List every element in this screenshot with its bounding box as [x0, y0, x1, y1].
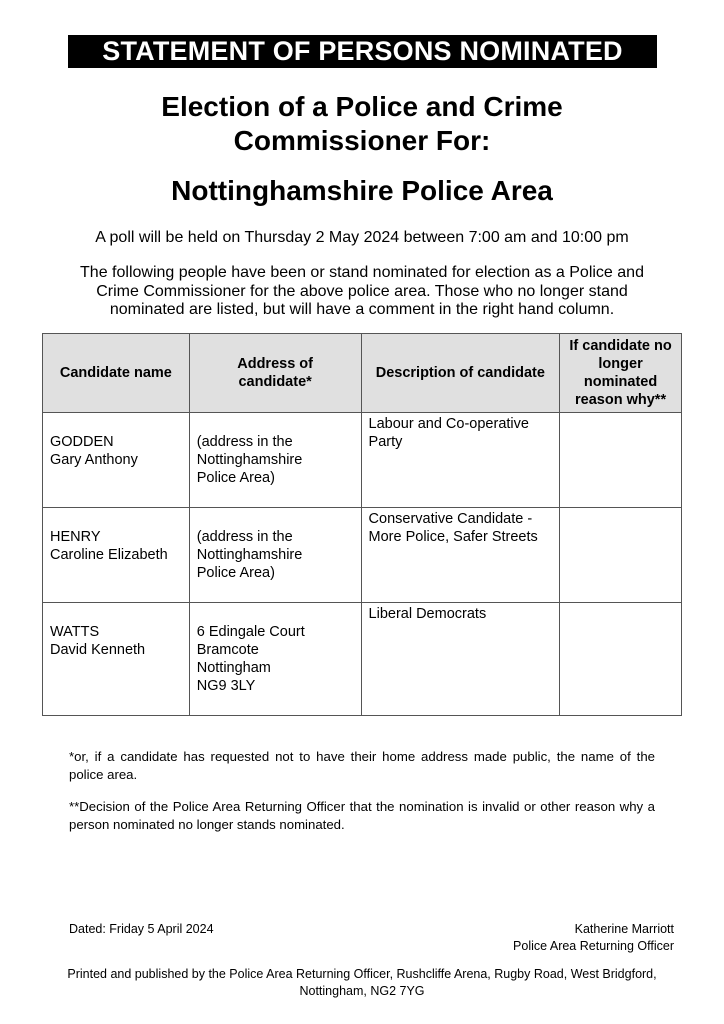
police-area-title: Nottinghamshire Police Area [171, 175, 553, 206]
table-row [43, 413, 682, 508]
candidate-forenames: Caroline Elizabeth [50, 547, 168, 563]
officer-name: Katherine Marriott [574, 922, 674, 936]
table-row [43, 508, 682, 603]
header-description: Description of candidate [361, 334, 560, 413]
address-line: Nottingham [196, 660, 271, 676]
address-line: 6 Edingale Court [196, 624, 305, 640]
officer-signature-block [513, 921, 674, 955]
document-banner: STATEMENT OF PERSONS NOMINATED [68, 35, 657, 68]
header-candidate-name: Candidate name [43, 334, 190, 413]
candidate-reason [560, 508, 682, 603]
candidate-name-cell [43, 508, 190, 603]
candidate-forenames: Gary Anthony [50, 452, 138, 468]
officer-title: Police Area Returning Officer [513, 939, 674, 953]
candidate-name-cell [43, 603, 190, 716]
decision-footnote: **Decision of the Police Area Returning Officer that the nomination is invalid or other reason why a person nominated no longer stands nominated. [69, 799, 655, 832]
table-header-row [43, 334, 682, 413]
address-line: Police Area) [196, 565, 275, 581]
candidate-description: Conservative Candidate - More Police, Safer Streets [361, 508, 560, 603]
imprint: Printed and published by the Police Area Returning Officer, Rushcliffe Arena, Rugby Road, West Bridgford, Nottingham, NG2 7YG [67, 967, 657, 998]
candidate-address-cell [189, 508, 361, 603]
candidate-forenames: David Kenneth [50, 642, 146, 658]
candidate-surname: HENRY [50, 529, 101, 545]
address-line: Nottinghamshire [196, 547, 303, 563]
header-address: Address of candidate* [189, 334, 361, 413]
address-line: (address in the [196, 434, 293, 450]
address-line: Bramcote [196, 642, 259, 658]
address-line: (address in the [196, 529, 293, 545]
address-footnote: *or, if a candidate has requested not to have their home address made public, the name of the police area. [69, 749, 655, 782]
election-title-line-1: Election of a Police and Crime [161, 91, 563, 122]
candidate-address-cell [189, 603, 361, 716]
poll-notice: A poll will be held on Thursday 2 May 2024 between 7:00 am and 10:00 pm [95, 229, 629, 246]
candidate-reason [560, 603, 682, 716]
candidate-name-cell [43, 413, 190, 508]
address-line: NG9 3LY [196, 678, 256, 694]
address-line: Nottinghamshire [196, 452, 303, 468]
candidate-address-cell [189, 413, 361, 508]
table-row [43, 603, 682, 716]
candidate-reason [560, 413, 682, 508]
address-line: Police Area) [196, 470, 275, 486]
candidates-table [42, 333, 682, 716]
intro-paragraph: The following people have been or stand nominated for election as a Police and Crime Commissioner for the above police area. Those who no longer stand nominated are listed, but will have a comment in the right hand column. [80, 264, 644, 318]
candidate-surname: WATTS [50, 624, 100, 640]
candidate-description: Liberal Democrats [361, 603, 560, 716]
header-reason: If candidate no longer nominated reason why** [560, 334, 682, 413]
candidate-description: Labour and Co-operative Party [361, 413, 560, 508]
date-statement: Dated: Friday 5 April 2024 [69, 922, 214, 936]
election-title-line-2: Commissioner For: [233, 125, 491, 156]
candidate-surname: GODDEN [50, 434, 114, 450]
